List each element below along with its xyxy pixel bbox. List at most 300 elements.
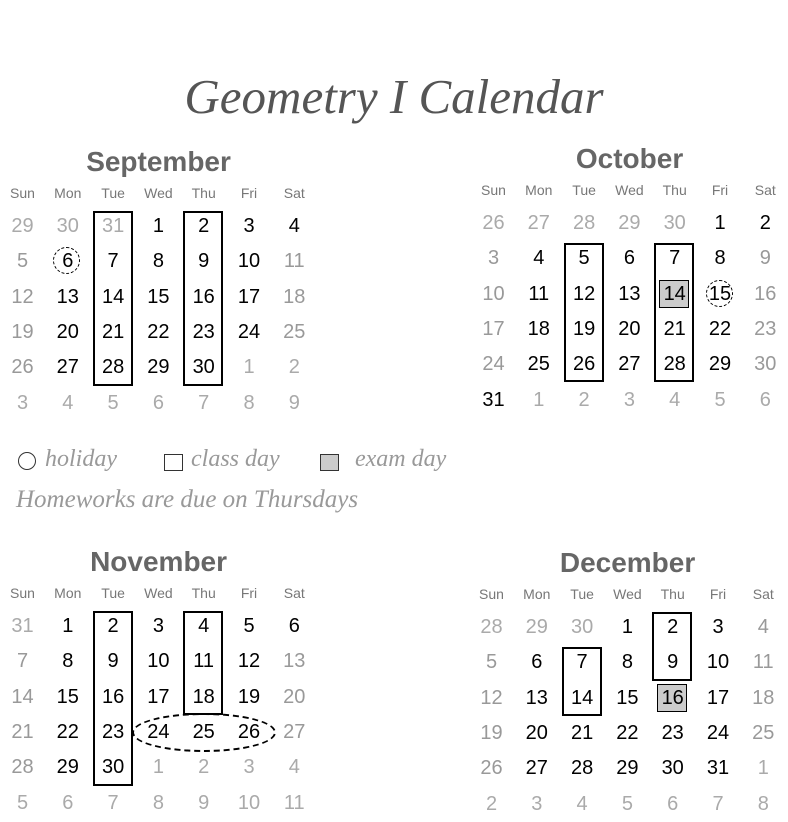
day-cell xyxy=(227,280,272,315)
day-cell xyxy=(605,681,650,716)
day-cell xyxy=(471,241,516,276)
day-number: 31 xyxy=(11,615,34,637)
day-cell xyxy=(272,609,317,644)
weekday-header: Fri xyxy=(240,585,258,601)
day-cell xyxy=(469,716,514,751)
day-number: 8 xyxy=(621,651,633,674)
day-cell xyxy=(471,347,516,382)
day-cell xyxy=(743,312,788,347)
class-day-box xyxy=(183,211,223,386)
day-cell xyxy=(696,716,741,751)
day-cell xyxy=(607,383,652,418)
weekday-header: Sat xyxy=(752,586,774,602)
day-number: 7 xyxy=(107,791,119,814)
weekday-header: Tue xyxy=(101,585,125,601)
day-cell xyxy=(136,750,181,785)
day-number: 9 xyxy=(107,650,119,673)
day-number: 9 xyxy=(759,247,771,270)
day-cell xyxy=(607,241,652,276)
day-cell xyxy=(516,312,561,347)
day-number: 6 xyxy=(288,615,300,637)
day-number: 18 xyxy=(192,685,215,708)
day-cell xyxy=(272,750,317,785)
day-cell xyxy=(652,383,697,418)
day-number: 10 xyxy=(482,282,505,305)
day-number: 9 xyxy=(667,651,679,674)
day-number: 5 xyxy=(107,391,119,414)
day-number: 23 xyxy=(192,320,215,343)
day-number: 4 xyxy=(757,616,769,638)
day-cell xyxy=(696,681,741,716)
day-number: 25 xyxy=(283,320,306,343)
day-number: 15 xyxy=(147,285,170,308)
day-cell xyxy=(696,787,741,822)
day-number: 4 xyxy=(62,391,74,414)
day-number: 28 xyxy=(663,353,686,376)
day-number: 10 xyxy=(237,250,261,273)
day-number: 24 xyxy=(482,353,505,376)
class-day-box xyxy=(564,243,604,382)
weekday-header: Mon xyxy=(523,586,551,602)
day-number: 17 xyxy=(147,685,170,708)
day-cell xyxy=(136,244,181,279)
day-number: 22 xyxy=(147,320,170,343)
weekday-header: Sat xyxy=(283,585,305,601)
day-number: 1 xyxy=(152,756,164,779)
day-cell xyxy=(0,786,45,821)
day-number: 27 xyxy=(527,212,550,234)
day-number: 23 xyxy=(661,721,684,744)
day-number: 5 xyxy=(621,792,633,815)
day-number: 5 xyxy=(16,250,29,273)
day-number: 20 xyxy=(525,721,548,744)
day-number: 28 xyxy=(11,756,34,779)
holiday-legend-icon xyxy=(18,452,36,470)
day-number: 1 xyxy=(621,616,633,638)
day-number: 27 xyxy=(56,356,79,379)
day-number: 25 xyxy=(752,721,775,744)
day-cell xyxy=(272,350,317,385)
day-number: 2 xyxy=(578,388,590,411)
day-number: 30 xyxy=(570,616,594,638)
day-number: 1 xyxy=(714,212,726,234)
day-cell xyxy=(0,350,45,385)
day-number: 4 xyxy=(576,792,588,815)
day-cell xyxy=(698,383,743,418)
day-number: 4 xyxy=(198,615,210,637)
day-cell xyxy=(227,609,272,644)
weekday-header: Thu xyxy=(191,585,216,601)
day-cell xyxy=(136,209,181,244)
day-number: 9 xyxy=(198,250,210,273)
day-number: 6 xyxy=(623,247,635,270)
day-number: 30 xyxy=(754,353,777,376)
day-cell xyxy=(136,315,181,350)
weekday-header: Sun xyxy=(10,185,35,201)
day-number: 31 xyxy=(482,388,505,411)
day-cell xyxy=(514,751,559,786)
day-cell xyxy=(741,610,786,645)
day-number: 17 xyxy=(237,285,261,308)
day-number: 6 xyxy=(531,651,543,674)
day-number: 5 xyxy=(16,791,29,814)
day-cell xyxy=(698,347,743,382)
day-cell xyxy=(560,787,605,822)
day-number: 1 xyxy=(757,757,769,780)
day-cell xyxy=(0,209,45,244)
weekday-header: Fri xyxy=(709,586,727,602)
holiday-legend-label: holiday xyxy=(45,446,117,472)
day-cell xyxy=(136,350,181,385)
day-number: 16 xyxy=(192,285,215,308)
day-number: 2 xyxy=(485,792,498,815)
weekday-header: Fri xyxy=(711,182,729,198)
class-day-legend-icon xyxy=(164,454,183,471)
day-cell xyxy=(469,681,514,716)
day-number: 22 xyxy=(708,317,732,340)
day-cell xyxy=(607,277,652,312)
day-cell xyxy=(562,206,607,241)
day-cell xyxy=(0,609,45,644)
day-cell xyxy=(136,680,181,715)
day-cell xyxy=(514,716,559,751)
day-cell xyxy=(0,680,45,715)
day-cell xyxy=(698,206,743,241)
day-number: 13 xyxy=(283,650,306,673)
day-cell xyxy=(514,681,559,716)
day-number: 19 xyxy=(11,320,34,343)
day-number: 10 xyxy=(237,791,261,814)
day-cell xyxy=(741,716,786,751)
day-number: 23 xyxy=(101,720,125,743)
month-name: December xyxy=(559,547,696,578)
day-number: 8 xyxy=(152,791,164,814)
day-number: 13 xyxy=(525,686,548,709)
day-number: 2 xyxy=(198,215,210,237)
weekday-header: Wed xyxy=(144,585,173,601)
day-number: 16 xyxy=(754,282,777,305)
class-day-box xyxy=(654,243,694,382)
day-cell xyxy=(743,241,788,276)
day-number: 8 xyxy=(152,250,164,273)
day-number: 7 xyxy=(198,391,210,414)
day-number: 3 xyxy=(487,247,500,270)
day-number: 30 xyxy=(663,212,686,234)
weekday-header: Tue xyxy=(101,185,125,201)
day-number: 25 xyxy=(192,720,215,743)
day-cell xyxy=(136,644,181,679)
day-cell xyxy=(136,280,181,315)
day-cell xyxy=(650,787,695,822)
day-cell xyxy=(743,383,788,418)
day-number: 28 xyxy=(101,356,125,379)
day-number: 30 xyxy=(661,757,684,780)
day-number: 19 xyxy=(237,685,261,708)
day-number: 26 xyxy=(482,212,505,234)
day-number: 28 xyxy=(572,212,596,234)
weekday-header: Thu xyxy=(191,185,216,201)
day-cell xyxy=(696,645,741,680)
day-number: 3 xyxy=(531,792,543,815)
day-number: 29 xyxy=(56,756,79,779)
day-cell xyxy=(743,347,788,382)
day-number: 3 xyxy=(243,756,255,779)
day-number: 7 xyxy=(576,651,588,674)
day-cell xyxy=(272,244,317,279)
day-number: 14 xyxy=(11,685,34,708)
day-cell xyxy=(227,680,272,715)
day-cell xyxy=(741,787,786,822)
weekday-header: Mon xyxy=(525,182,553,198)
day-cell xyxy=(469,787,514,822)
weekday-header: Thu xyxy=(662,182,687,198)
day-number: 6 xyxy=(62,250,74,273)
day-number: 2 xyxy=(667,616,679,638)
day-cell xyxy=(272,644,317,679)
month-name: October xyxy=(575,143,684,174)
day-number: 1 xyxy=(62,615,74,637)
day-number: 4 xyxy=(533,247,545,270)
day-cell xyxy=(91,386,136,421)
day-cell xyxy=(516,383,561,418)
day-cell xyxy=(227,244,272,279)
day-cell xyxy=(650,716,695,751)
day-number: 30 xyxy=(56,215,79,237)
day-cell xyxy=(605,610,650,645)
day-number: 11 xyxy=(283,791,305,814)
day-cell xyxy=(741,645,786,680)
day-cell xyxy=(272,680,317,715)
weekday-header: Thu xyxy=(660,586,685,602)
day-cell xyxy=(272,786,317,821)
day-cell xyxy=(471,206,516,241)
day-cell xyxy=(514,610,559,645)
day-number: 2 xyxy=(198,756,210,779)
day-cell xyxy=(560,610,605,645)
weekday-header: Sun xyxy=(479,586,504,602)
day-number: 8 xyxy=(714,247,726,270)
day-cell xyxy=(560,716,605,751)
weekday-header: Wed xyxy=(615,182,644,198)
day-cell xyxy=(227,786,272,821)
day-cell xyxy=(514,787,559,822)
day-cell xyxy=(741,751,786,786)
day-cell xyxy=(45,209,90,244)
day-number: 7 xyxy=(16,650,29,673)
day-number: 5 xyxy=(243,615,255,637)
day-cell xyxy=(0,386,45,421)
class-day-box xyxy=(183,611,223,715)
day-number: 2 xyxy=(759,212,771,234)
day-cell xyxy=(181,386,226,421)
day-cell xyxy=(45,715,90,750)
day-number: 17 xyxy=(482,317,505,340)
day-cell xyxy=(45,609,90,644)
day-cell xyxy=(696,610,741,645)
day-cell xyxy=(607,206,652,241)
day-cell xyxy=(514,645,559,680)
day-number: 11 xyxy=(528,282,550,305)
day-number: 1 xyxy=(533,388,545,411)
day-cell xyxy=(45,244,90,279)
day-cell xyxy=(45,644,90,679)
day-number: 17 xyxy=(706,686,730,709)
day-number: 7 xyxy=(669,247,681,270)
day-number: 11 xyxy=(752,651,774,674)
day-number: 4 xyxy=(288,756,300,779)
weekday-header: Sat xyxy=(283,185,305,201)
day-number: 29 xyxy=(11,215,34,237)
day-number: 29 xyxy=(618,212,641,234)
weekday-header: Fri xyxy=(240,185,258,201)
day-number: 27 xyxy=(525,757,548,780)
day-cell xyxy=(0,644,45,679)
day-number: 20 xyxy=(283,685,306,708)
day-number: 22 xyxy=(616,721,639,744)
day-number: 27 xyxy=(283,720,306,743)
day-number: 5 xyxy=(714,388,726,411)
day-number: 31 xyxy=(706,757,730,780)
day-cell xyxy=(469,610,514,645)
day-number: 24 xyxy=(237,320,261,343)
day-number: 18 xyxy=(752,686,775,709)
day-number: 21 xyxy=(663,317,686,340)
day-number: 21 xyxy=(11,720,34,743)
weekday-header: Tue xyxy=(572,182,596,198)
day-number: 16 xyxy=(661,686,684,709)
class-day-box xyxy=(93,611,133,786)
day-cell xyxy=(45,386,90,421)
day-cell xyxy=(136,386,181,421)
day-number: 14 xyxy=(663,282,686,305)
day-number: 18 xyxy=(283,285,306,308)
day-cell xyxy=(272,315,317,350)
day-cell xyxy=(516,206,561,241)
day-cell xyxy=(743,206,788,241)
day-cell xyxy=(272,715,317,750)
day-cell xyxy=(227,644,272,679)
day-cell xyxy=(605,716,650,751)
day-cell xyxy=(650,751,695,786)
day-cell xyxy=(471,383,516,418)
day-number: 26 xyxy=(572,353,596,376)
holiday-range-marker xyxy=(132,713,276,752)
day-number: 15 xyxy=(56,685,79,708)
day-cell xyxy=(469,751,514,786)
weekday-header: Sun xyxy=(481,182,506,198)
day-cell xyxy=(516,277,561,312)
day-number: 30 xyxy=(101,756,125,779)
weekday-header: Mon xyxy=(54,585,82,601)
day-cell xyxy=(516,347,561,382)
exam-day-legend-icon xyxy=(320,454,339,471)
day-cell xyxy=(0,244,45,279)
day-cell xyxy=(698,277,743,312)
day-cell xyxy=(227,315,272,350)
exam-day-legend-label: exam day xyxy=(355,446,447,472)
day-cell xyxy=(605,751,650,786)
day-number: 27 xyxy=(618,353,641,376)
day-cell xyxy=(743,277,788,312)
day-cell xyxy=(607,347,652,382)
month-name: November xyxy=(90,546,228,577)
day-cell xyxy=(605,787,650,822)
day-cell xyxy=(0,750,45,785)
weekday-header: Sun xyxy=(10,585,35,601)
day-number: 8 xyxy=(62,650,74,673)
day-number: 24 xyxy=(147,720,170,743)
day-number: 13 xyxy=(56,285,79,308)
day-cell xyxy=(696,751,741,786)
day-cell xyxy=(605,645,650,680)
day-number: 3 xyxy=(712,616,724,638)
day-cell xyxy=(45,280,90,315)
weekday-header: Wed xyxy=(613,586,642,602)
day-number: 6 xyxy=(62,791,74,814)
homework-note: Homeworks are due on Thursdays xyxy=(16,486,359,513)
day-number: 7 xyxy=(107,250,119,273)
day-cell xyxy=(181,786,226,821)
day-number: 26 xyxy=(11,356,34,379)
day-number: 24 xyxy=(706,721,730,744)
day-number: 8 xyxy=(757,792,769,815)
day-cell xyxy=(91,786,136,821)
day-cell xyxy=(607,312,652,347)
weekday-header: Tue xyxy=(570,586,594,602)
weekday-header: Wed xyxy=(144,185,173,201)
day-number: 3 xyxy=(623,388,635,411)
day-number: 26 xyxy=(480,757,503,780)
day-number: 29 xyxy=(525,616,548,638)
day-number: 5 xyxy=(578,247,590,270)
day-number: 8 xyxy=(243,391,255,414)
month-name: September xyxy=(86,146,231,177)
day-number: 20 xyxy=(56,320,79,343)
day-number: 4 xyxy=(669,388,681,411)
day-cell xyxy=(741,681,786,716)
class-day-box xyxy=(562,647,602,716)
day-number: 31 xyxy=(101,215,125,237)
day-cell xyxy=(45,315,90,350)
day-number: 28 xyxy=(480,616,503,638)
day-number: 23 xyxy=(754,317,777,340)
day-number: 12 xyxy=(572,282,596,305)
day-number: 20 xyxy=(618,317,641,340)
day-cell xyxy=(0,315,45,350)
day-number: 11 xyxy=(283,250,305,273)
day-cell xyxy=(227,209,272,244)
class-day-legend-label: class day xyxy=(191,446,280,472)
day-cell xyxy=(272,386,317,421)
day-number: 26 xyxy=(237,720,261,743)
day-number: 11 xyxy=(193,650,215,673)
day-number: 2 xyxy=(107,615,119,637)
day-cell xyxy=(562,383,607,418)
page-title: Geometry I Calendar xyxy=(184,69,604,124)
day-cell xyxy=(136,786,181,821)
day-cell xyxy=(136,609,181,644)
day-cell xyxy=(227,750,272,785)
day-number: 21 xyxy=(570,721,594,744)
day-cell xyxy=(698,312,743,347)
class-day-box xyxy=(652,612,692,681)
day-number: 13 xyxy=(618,282,641,305)
day-number: 6 xyxy=(667,792,679,815)
day-cell xyxy=(516,241,561,276)
day-number: 10 xyxy=(147,650,170,673)
day-number: 21 xyxy=(101,320,125,343)
day-number: 28 xyxy=(570,757,594,780)
